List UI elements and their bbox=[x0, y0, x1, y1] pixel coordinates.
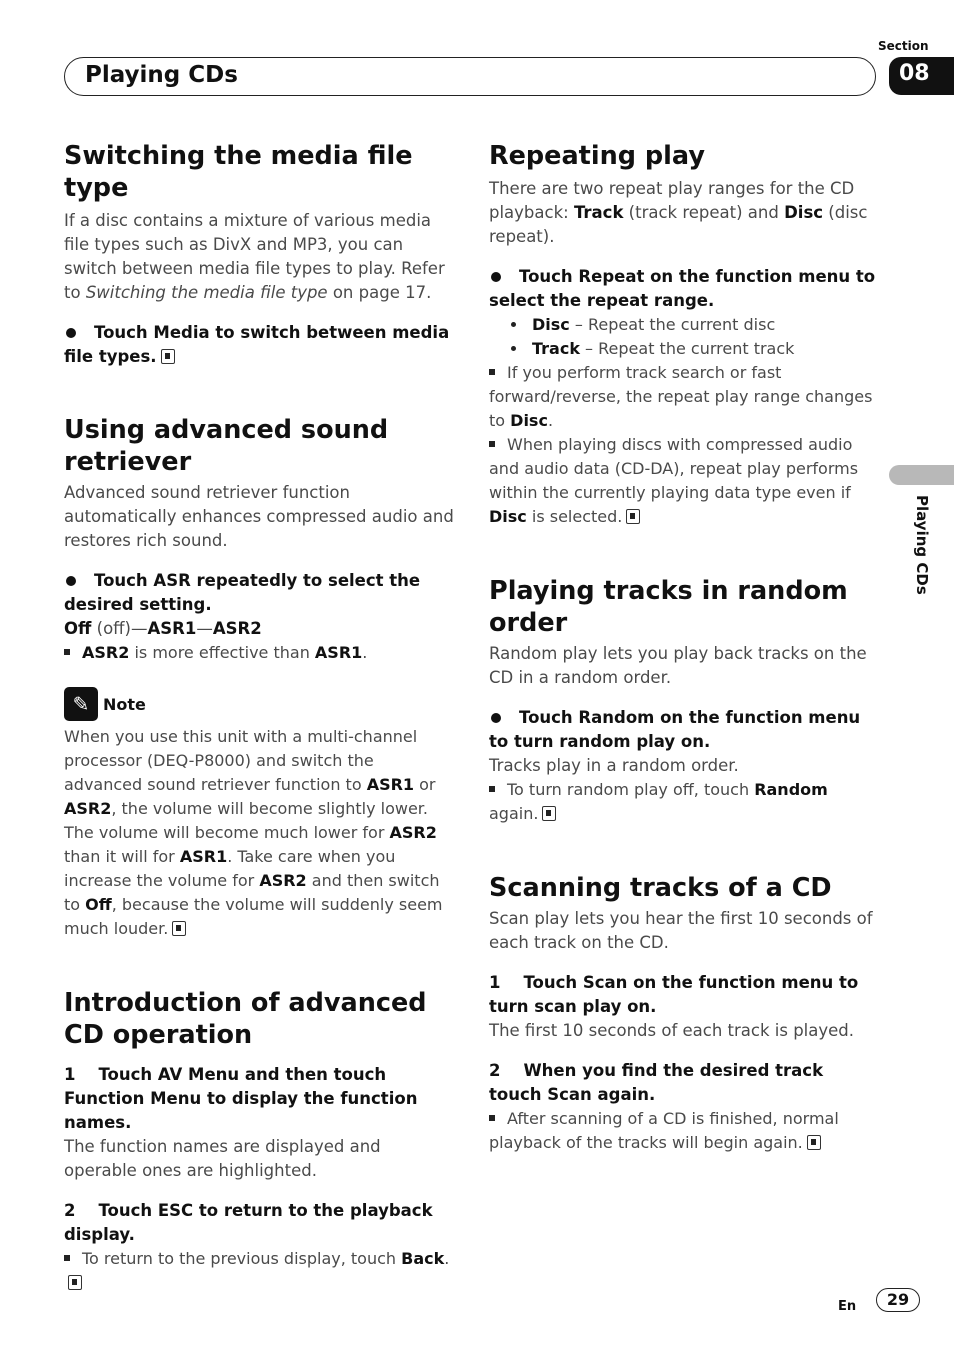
note-t1: When you use this unit with a multi-channel processor (DEQ-P8000) and switch the advanced sound retriever function to bbox=[64, 727, 418, 794]
repeat-option-disc-desc: – Repeat the current disc bbox=[569, 315, 776, 334]
step-number: 1 bbox=[489, 973, 501, 992]
repeat-tip-2 bbox=[489, 433, 879, 529]
note-t7: , because the volume will suddenly seem much louder. bbox=[64, 895, 443, 938]
intro-tip-back: Back bbox=[401, 1249, 445, 1268]
bullet-icon bbox=[511, 346, 516, 351]
step-number: 2 bbox=[489, 1061, 501, 1080]
note-t6: and then switch to bbox=[64, 871, 440, 914]
repeat-step bbox=[489, 265, 879, 313]
repeat-option-disc-label: Disc bbox=[532, 315, 570, 334]
side-tab-marker bbox=[889, 465, 954, 485]
repeat-body bbox=[489, 177, 879, 249]
bullet-dot-icon bbox=[66, 328, 76, 338]
media-step bbox=[64, 321, 456, 369]
heading-scanning-tracks: Scanning tracks of a CD bbox=[489, 873, 832, 903]
scan-tip-text: After scanning of a CD is finished, normal playback of the tracks will begin again. bbox=[489, 1109, 839, 1152]
chapter-title: Playing CDs bbox=[85, 62, 238, 88]
square-bullet-icon bbox=[489, 786, 495, 792]
note-body bbox=[64, 725, 456, 941]
heading-repeating-play: Repeating play bbox=[489, 141, 705, 171]
note-t5: . Take care when you increase the volume for bbox=[64, 847, 396, 890]
square-bullet-icon bbox=[489, 441, 495, 447]
random-step bbox=[489, 706, 879, 754]
repeat-body-3: (disc repeat). bbox=[489, 203, 868, 246]
scan-step-2 bbox=[489, 1059, 879, 1107]
scan-tip bbox=[489, 1107, 879, 1155]
square-bullet-icon bbox=[64, 649, 70, 655]
asr-seq-off-note: (off)— bbox=[91, 619, 148, 638]
intro-step-2-text: Touch ESC to return to the playback display. bbox=[64, 1201, 433, 1244]
left-column bbox=[64, 140, 456, 1295]
square-bullet-icon bbox=[489, 369, 495, 375]
repeat-body-1: There are two repeat play ranges for the CD playback: bbox=[489, 179, 855, 222]
asr-seq-off: Off bbox=[64, 619, 92, 638]
asr-seq-asr1: ASR1 bbox=[147, 619, 197, 638]
step-number: 2 bbox=[64, 1201, 76, 1220]
media-body-page: on page 17. bbox=[327, 283, 432, 302]
note-b5: ASR2 bbox=[259, 871, 307, 890]
random-step-text: Touch Random on the function menu to turn random play on. bbox=[489, 708, 861, 751]
asr-step-text: Touch ASR repeatedly to select the desired setting. bbox=[64, 571, 421, 614]
random-tip-random: Random bbox=[754, 780, 828, 799]
random-body: Random play lets you play back tracks on the CD in a random order. bbox=[489, 644, 867, 687]
note-t2: or bbox=[414, 775, 436, 794]
repeat-step-text: Touch Repeat on the function menu to select the repeat range. bbox=[489, 267, 876, 310]
heading-advanced-sound-retriever: Using advanced sound retriever bbox=[64, 415, 389, 477]
repeat-option-track-label: Track bbox=[532, 339, 580, 358]
heading-advanced-cd-operation: Introduction of advanced CD operation bbox=[64, 988, 427, 1050]
note-t3: , the volume will become slightly lower. The volume will become much lower for bbox=[64, 799, 428, 842]
asr-seq-asr2: ASR2 bbox=[212, 619, 262, 638]
intro-step-1-body: The function names are displayed and operable ones are highlighted. bbox=[64, 1137, 381, 1180]
asr-seq-dash: — bbox=[196, 619, 213, 638]
note-pencil-icon: ✎ bbox=[64, 687, 98, 721]
bullet-dot-icon bbox=[491, 713, 501, 723]
asr-body: Advanced sound retriever function automatically enhances compressed audio and restores rich sound. bbox=[64, 483, 454, 550]
repeat-option-track-desc: – Repeat the current track bbox=[579, 339, 795, 358]
section-label: Section bbox=[878, 39, 929, 53]
repeat-option-disc bbox=[489, 313, 879, 337]
scan-step-1 bbox=[489, 971, 879, 1019]
random-tip-end: again. bbox=[489, 804, 539, 823]
repeat-tip-2-text: When playing discs with compressed audio and audio data (CD-DA), repeat play performs within the currently playing data type even if bbox=[489, 435, 859, 502]
note-b1: ASR1 bbox=[366, 775, 415, 794]
heading-media-file-type: Switching the media file type bbox=[64, 141, 413, 203]
note-b3: ASR2 bbox=[389, 823, 437, 842]
media-body-ref: Switching the media file type bbox=[85, 283, 328, 302]
repeat-option-track bbox=[489, 337, 879, 361]
asr-tip-d: . bbox=[362, 643, 368, 662]
repeat-tip-1-text: If you perform track search or fast forward/reverse, the repeat play range changes to bbox=[489, 363, 873, 430]
scan-step-1-body: The first 10 seconds of each track is played. bbox=[489, 1021, 854, 1040]
media-step-text: Touch Media to switch between media file types. bbox=[64, 323, 450, 366]
note-b6: Off bbox=[85, 895, 112, 914]
scan-body: Scan play lets you hear the first 10 seconds of each track on the CD. bbox=[489, 909, 873, 952]
note-b2: ASR2 bbox=[64, 799, 112, 818]
repeat-tip-2-disc: Disc bbox=[489, 507, 527, 526]
intro-tip-end: . bbox=[444, 1249, 450, 1268]
asr-tip-c: ASR1 bbox=[314, 643, 363, 662]
bullet-icon bbox=[511, 322, 516, 327]
right-column bbox=[489, 140, 879, 1155]
asr-tip bbox=[64, 641, 456, 665]
media-body bbox=[64, 209, 456, 305]
repeat-tip-1-disc: Disc bbox=[510, 411, 548, 430]
end-mark-icon bbox=[68, 1275, 82, 1290]
page-number: 29 bbox=[876, 1288, 920, 1312]
end-mark-icon bbox=[626, 509, 640, 524]
asr-tip-a: ASR2 bbox=[82, 643, 130, 662]
random-step-body: Tracks play in a random order. bbox=[489, 756, 739, 775]
footer-language: En bbox=[838, 1299, 857, 1314]
square-bullet-icon bbox=[489, 1115, 495, 1121]
square-bullet-icon bbox=[64, 1255, 70, 1261]
step-number: 1 bbox=[64, 1065, 76, 1084]
intro-step-2 bbox=[64, 1199, 456, 1247]
intro-step-1 bbox=[64, 1063, 456, 1135]
heading-random-order: Playing tracks in random order bbox=[489, 576, 848, 638]
repeat-body-2: (track repeat) and bbox=[623, 203, 785, 222]
media-body-text: If a disc contains a mixture of various media file types such as DivX and MP3, you can switch between media file types to play. Refer to bbox=[64, 211, 445, 302]
asr-step bbox=[64, 569, 456, 617]
section-number-badge: 08 bbox=[889, 57, 954, 95]
asr-tip-b: is more effective than bbox=[129, 643, 315, 662]
intro-step-1-text: Touch AV Menu and then touch Function Menu to display the function names. bbox=[64, 1065, 418, 1132]
random-tip-text: To turn random play off, touch bbox=[507, 780, 755, 799]
random-tip bbox=[489, 778, 879, 826]
end-mark-icon bbox=[172, 921, 186, 936]
end-mark-icon bbox=[807, 1135, 821, 1150]
repeat-tip-1 bbox=[489, 361, 879, 433]
bullet-dot-icon bbox=[491, 272, 501, 282]
end-mark-icon bbox=[161, 349, 175, 364]
note-label: Note bbox=[103, 694, 146, 714]
scan-step-2-text: When you find the desired track touch Scan again. bbox=[489, 1061, 824, 1104]
note-header bbox=[64, 687, 456, 721]
chapter-header bbox=[64, 57, 876, 96]
asr-sequence bbox=[64, 617, 456, 641]
note-t4: than it will for bbox=[64, 847, 180, 866]
intro-tip-text: To return to the previous display, touch bbox=[82, 1249, 402, 1268]
note-b4: ASR1 bbox=[179, 847, 228, 866]
repeat-body-disc: Disc bbox=[784, 203, 824, 222]
bullet-dot-icon bbox=[66, 576, 76, 586]
side-tab-label: Playing CDs bbox=[913, 495, 931, 595]
repeat-tip-1-end: . bbox=[547, 411, 554, 430]
scan-step-1-text: Touch Scan on the function menu to turn scan play on. bbox=[489, 973, 859, 1016]
repeat-body-track: Track bbox=[573, 203, 624, 222]
repeat-tip-2-end: is selected. bbox=[526, 507, 623, 526]
end-mark-icon bbox=[542, 806, 556, 821]
intro-tip bbox=[64, 1247, 456, 1295]
